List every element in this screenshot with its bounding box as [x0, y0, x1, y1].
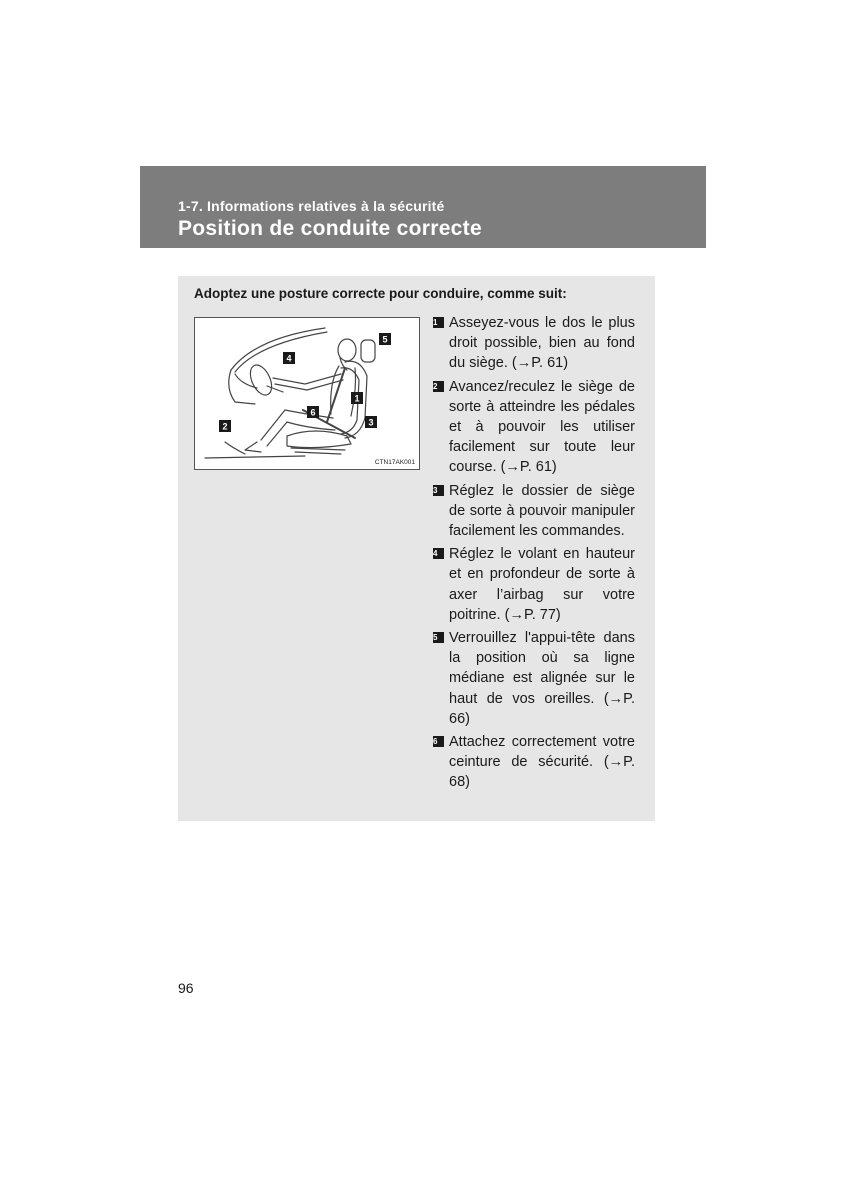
driving-position-illustration: [194, 317, 420, 470]
instruction-item: [433, 313, 635, 374]
instruction-item: [433, 377, 635, 478]
page-number: 96: [178, 980, 194, 996]
step-number-badge: 2: [433, 381, 444, 392]
step-number-badge: 6: [433, 736, 444, 747]
figure-code: CTN17AK001: [374, 459, 415, 466]
intro-text: Adoptez une posture correcte pour conduire, comme suit:: [194, 286, 567, 301]
page-title: Position de conduite correcte: [178, 217, 482, 240]
section-title: 1-7. Informations relatives à la sécurité: [178, 198, 445, 214]
driver-seat-drawing: [195, 318, 420, 470]
figure-label-1: [351, 392, 363, 404]
svg-text:1: 1: [354, 393, 360, 404]
svg-text:4: 4: [286, 353, 292, 364]
step-text: Asseyez-vous le dos le plus droit possible, bien au fond du siège. (→P. 61): [449, 315, 635, 372]
step-text: Attachez correctement votre ceinture de sécurité. (→P. 68): [449, 734, 635, 791]
instruction-item: [433, 481, 635, 542]
instruction-list: [433, 313, 635, 796]
figure-label-2: [219, 420, 231, 432]
section-header: [140, 166, 706, 248]
step-text: Réglez le dossier de siège de sorte à pouvoir manipuler facilement les commandes.: [449, 482, 635, 540]
step-number-badge: 3: [433, 485, 444, 496]
figure-label-4: [283, 352, 295, 364]
figure-label-5: [379, 333, 391, 345]
step-number-badge: 5: [433, 632, 444, 643]
step-text: Verrouillez l'appui-tête dans la position où sa ligne médiane est alignée sur le haut de vos oreilles. (→P. 66): [449, 630, 635, 727]
step-number-badge: 4: [433, 548, 444, 559]
svg-text:6: 6: [310, 407, 316, 418]
svg-text:2: 2: [222, 421, 228, 432]
instruction-item: [433, 628, 635, 729]
step-text: Réglez le volant en hauteur et en profondeur de sorte à axer l’airbag sur votre poitrine. (→P. 77): [449, 546, 635, 623]
step-number-badge: 1: [433, 317, 444, 328]
step-text: Avancez/reculez le siège de sorte à atteindre les pédales et à pouvoir les utiliser facilement sur toute leur course. (→P. 61): [449, 378, 635, 476]
svg-text:3: 3: [368, 417, 374, 428]
instruction-item: [433, 544, 635, 625]
content-panel: [178, 276, 655, 821]
figure-label-3: [365, 416, 377, 428]
instruction-item: [433, 732, 635, 793]
svg-text:5: 5: [382, 334, 388, 345]
figure-label-6: [307, 406, 319, 418]
